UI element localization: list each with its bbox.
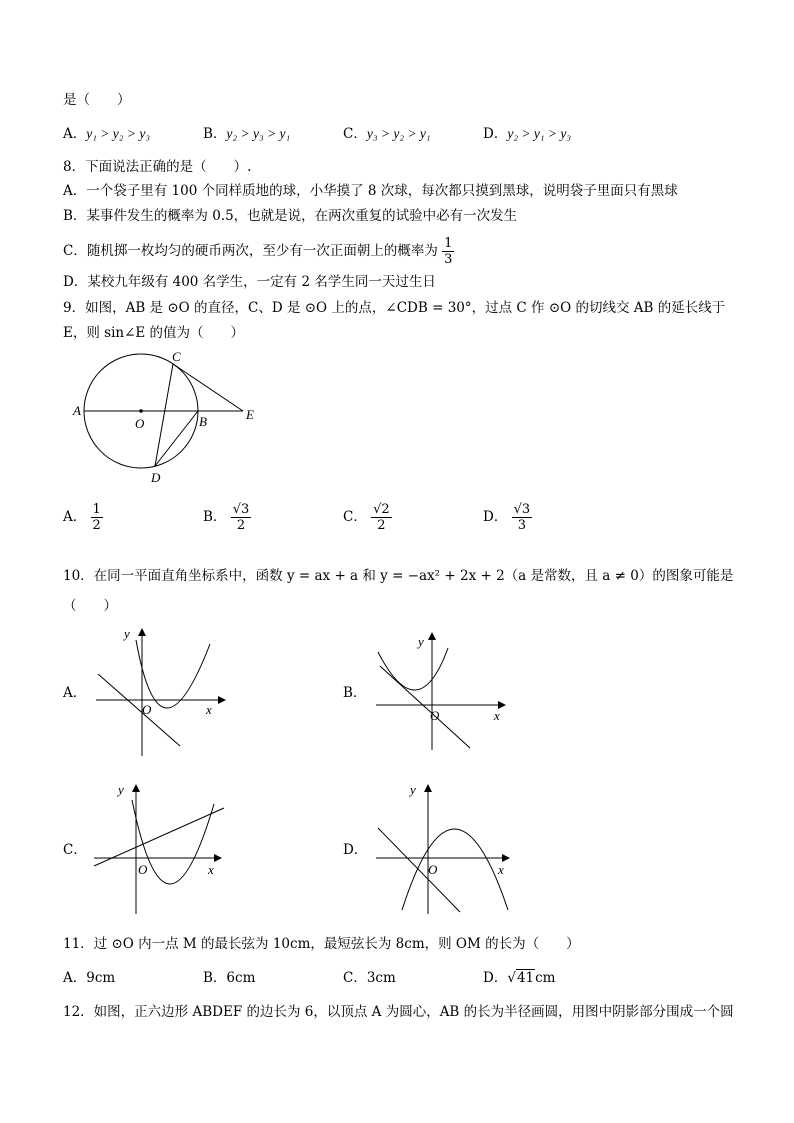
- q10-graph-a-label: A．: [63, 685, 87, 701]
- q10-graph-d: [370, 778, 515, 918]
- svg-text:y: y: [410, 782, 416, 797]
- q10-graph-b-label: B．: [343, 685, 367, 701]
- q9-option-a: A． $\frac{1}{2}$: [63, 502, 101, 533]
- q9-stem-line2: E，则 sin∠E 的值为（ ）: [63, 325, 245, 341]
- svg-text:y: y: [418, 634, 424, 649]
- q10-stem-line2: （ ）: [63, 598, 117, 614]
- q9-label-e: E: [246, 407, 254, 422]
- q9-option-c: C． $\frac{√2}{2}$: [343, 502, 390, 533]
- q10-stem-line1: 10．在同一平面直角坐标系中，函数 y = ax + a 和 y = −ax² + 2x + 2（a 是常数，且 a ≠ 0）的图象可能是: [63, 568, 734, 584]
- svg-text:x: x: [498, 862, 504, 877]
- q8-option-b: B．某事件发生的概率为 0.5，也就是说，在两次重复的试验中必有一次发生: [63, 208, 518, 224]
- q7-stem-end: 是（ ）: [63, 92, 131, 108]
- q10-graph-b: [370, 630, 510, 755]
- q10-graph-d-label: D．: [343, 842, 368, 858]
- q8-stem: 8．下面说法正确的是（ ）.: [63, 159, 252, 175]
- q11-option-d: D．√41cm: [483, 970, 556, 986]
- q11-option-b: B．6cm: [203, 970, 256, 986]
- q11-option-a: A．9cm: [63, 970, 116, 986]
- q10-graph-c-label: C．: [63, 842, 87, 858]
- q10-graph-a: [90, 622, 230, 762]
- svg-text:O: O: [138, 862, 148, 877]
- q9-label-c: C: [172, 349, 181, 364]
- svg-text:O: O: [142, 702, 152, 717]
- q9-label-o: O: [135, 416, 145, 431]
- q9-circle-figure: [60, 345, 270, 490]
- q9-label-a: A: [73, 403, 81, 418]
- svg-text:x: x: [494, 708, 500, 723]
- svg-text:x: x: [208, 862, 214, 877]
- q8-option-a: A．一个袋子里有 100 个同样质地的球，小华摸了 8 次球，每次都只摸到黑球，说明袋子里面只有黑球: [63, 183, 678, 199]
- q8-option-d: D．某校九年级有 400 名学生，一定有 2 名学生同一天过生日: [63, 274, 436, 290]
- q10-graph-c: [90, 778, 230, 918]
- svg-text:y: y: [118, 782, 124, 797]
- svg-text:O: O: [428, 862, 438, 877]
- q7-option-c: C．y₃ > y₂ > y₁: [343, 126, 431, 142]
- q9-label-b: B: [199, 414, 207, 429]
- q7-option-d: D．y₂ > y₁ > y₃: [483, 126, 572, 142]
- q8-fraction: $\frac{1}{3}$: [444, 236, 453, 267]
- q9-option-b: B． $\frac{√3}{2}$: [203, 502, 250, 533]
- q9-option-d: D． $\frac{√3}{3}$: [483, 502, 531, 533]
- q12-stem: 12．如图，正六边形 ABDEF 的边长为 6，以顶点 A 为圆心，AB 的长为半径画圆，用图中阴影部分围成一个圆: [63, 1004, 734, 1020]
- q11-option-c: C．3cm: [343, 970, 396, 986]
- q11-stem: 11．过 ⊙O 内一点 M 的最长弦为 10cm，最短弦长为 8cm，则 OM 的长为（ ）: [63, 936, 580, 952]
- q7-option-b: B．y₂ > y₃ > y₁: [203, 126, 291, 142]
- q9-stem-line1: 9．如图，AB 是 ⊙O 的直径，C、D 是 ⊙O 上的点，∠CDB = 30°，过点 C 作 ⊙O 的切线交 AB 的延长线于: [63, 300, 726, 316]
- q7-option-a: A．y₁ > y₂ > y₃: [63, 126, 151, 142]
- q9-label-d: D: [151, 470, 161, 485]
- svg-text:x: x: [206, 702, 212, 717]
- q8-option-c: C．随机掷一枚均匀的硬币两次，至少有一次正面朝上的概率为 $\frac{1}{3}$: [63, 236, 453, 267]
- svg-text:y: y: [124, 626, 130, 641]
- svg-text:O: O: [430, 708, 440, 723]
